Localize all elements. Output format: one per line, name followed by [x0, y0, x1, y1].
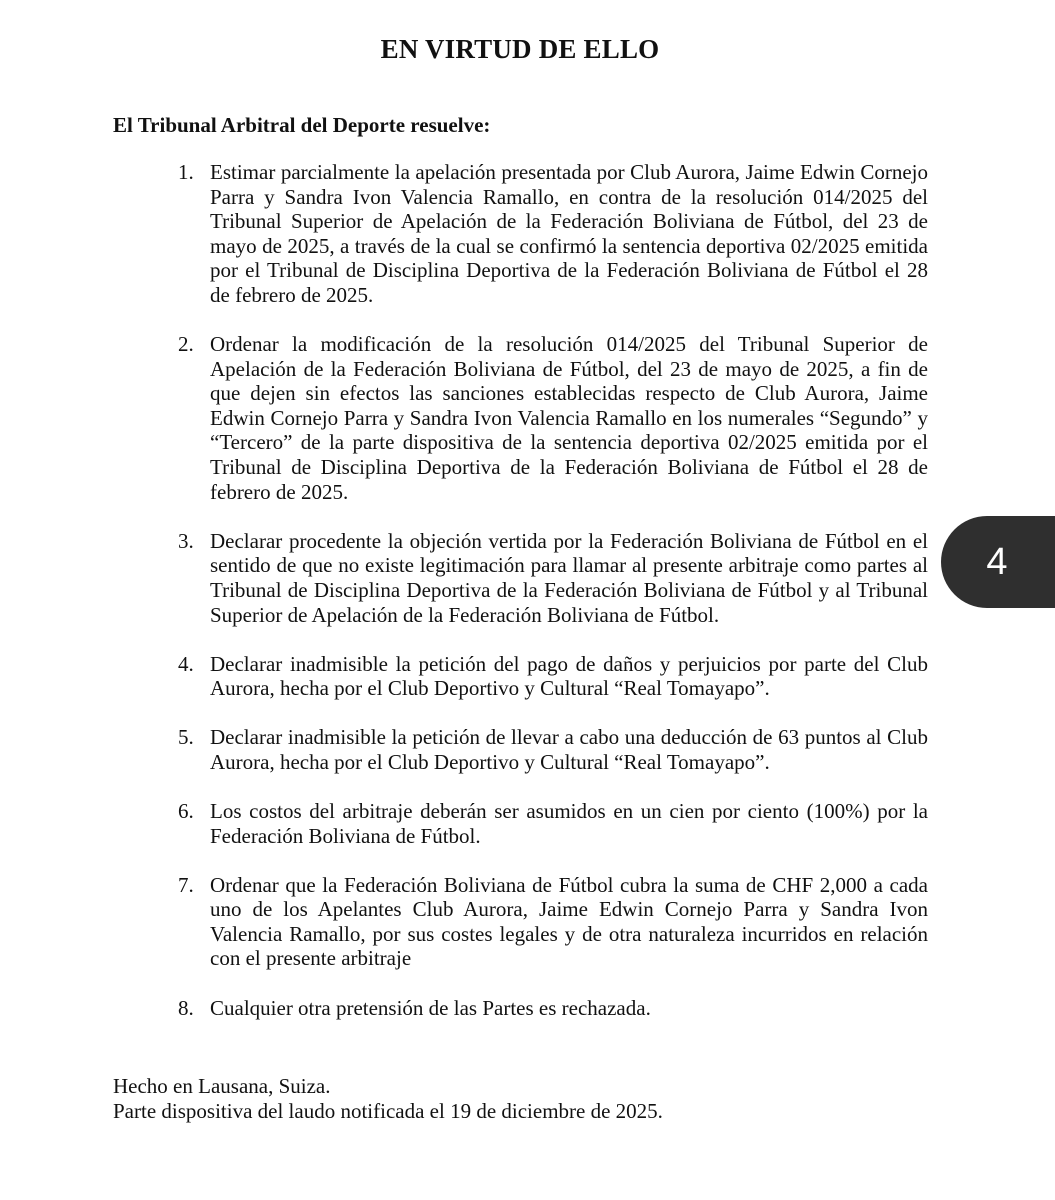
item-text: Los costos del arbitraje deberán ser asumidos en un cien por ciento (100%) por la Federación Boliviana de Fútbol.	[210, 798, 928, 848]
item-text: Estimar parcialmente la apelación presentada por Club Aurora, Jaime Edwin Cornejo Parra y Sandra Ivon Valencia Ramallo, en contra de la resolución 014/2025 del Tribunal Superior de Apelación de la Federación Boliviana de Fútbol, del 23 de mayo de 2025, a través de la cual se confirmó la sentencia deportiva 02/2025 emitida por el Tribunal de Disciplina Deportiva de la Federación Boliviana de Fútbol el 28 de febrero de 2025.	[210, 160, 928, 307]
list-item	[176, 996, 928, 1021]
list-item	[176, 799, 928, 848]
item-number: 1.	[178, 160, 194, 184]
item-number: 8.	[178, 995, 194, 1020]
page-number-tab[interactable]	[941, 516, 1055, 608]
list-item	[176, 332, 928, 504]
item-text: Declarar inadmisible la petición del pago de daños y perjuicios por parte del Club Aurora, hecha por el Club Deportivo y Cultural “Real Tomayapo”.	[210, 651, 928, 701]
document-footer	[113, 1074, 663, 1123]
item-text: Cualquier otra pretensión de las Partes es rechazada.	[210, 995, 651, 1020]
item-number: 2.	[178, 332, 194, 357]
item-text: Ordenar la modificación de la resolución 014/2025 del Tribunal Superior de Apelación de la Federación Boliviana de Fútbol, del 23 de mayo de 2025, a fin de que dejen sin efectos las sanciones establecidas respecto de Club Aurora, Jaime Edwin Cornejo Parra y Sandra Ivon Valencia Ramallo en los numerales “Segundo” y “Tercero” de la parte dispositiva de la sentencia deportiva 02/2025 emitida por el Tribunal de Disciplina Deportiva de la Federación Boliviana de Fútbol el 28 de febrero de 2025.	[210, 332, 928, 504]
item-number: 6.	[178, 798, 194, 823]
list-item	[176, 160, 928, 308]
list-item	[176, 725, 928, 774]
item-number: 3.	[178, 528, 194, 553]
list-item	[176, 652, 928, 701]
item-text: Declarar procedente la objeción vertida por la Federación Boliviana de Fútbol en el sentido de que no existe legitimación para llamar al presente arbitraje como partes al Tribunal de Disciplina Deportiva de la Federación Boliviana de Fútbol y al Tribunal Superior de Apelación de la Federación Boliviana de Fútbol.	[210, 528, 928, 627]
footer-notice: Parte dispositiva del laudo notificada el 19 de diciembre de 2025.	[113, 1098, 663, 1123]
item-text: Declarar inadmisible la petición de llevar a cabo una deducción de 63 puntos al Club Aurora, hecha por el Club Deportivo y Cultural “Real Tomayapo”.	[210, 725, 928, 774]
resolution-list	[176, 160, 928, 1045]
document-heading: EN VIRTUD DE ELLO	[380, 34, 660, 64]
item-number: 7.	[178, 872, 194, 897]
item-number: 4.	[178, 651, 194, 676]
footer-place: Hecho en Lausana, Suiza.	[113, 1074, 331, 1098]
page-number: 4	[986, 540, 1008, 583]
item-number: 5.	[178, 725, 194, 750]
resolution-intro: El Tribunal Arbitral del Deporte resuelve:	[113, 113, 491, 137]
item-text: Ordenar que la Federación Boliviana de Fútbol cubra la suma de CHF 2,000 a cada uno de los Apelantes Club Aurora, Jaime Edwin Cornejo Parra y Sandra Ivon Valencia Ramallo, por sus costes legales y de otra naturaleza incurridos en relación con el presente arbitraje	[210, 872, 928, 971]
list-item	[176, 873, 928, 971]
list-item	[176, 529, 928, 627]
